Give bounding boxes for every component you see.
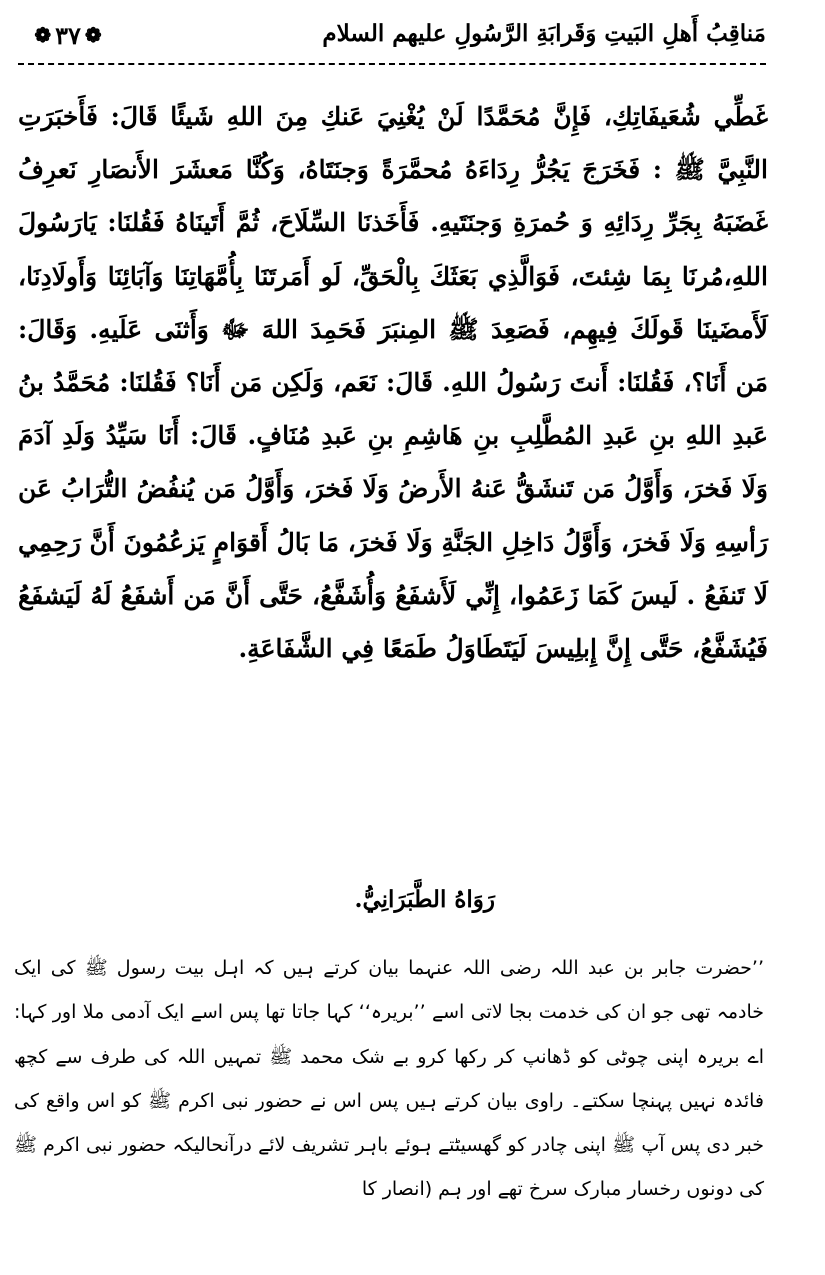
book-title: مَناقِبُ أَهلِ البَيتِ وَقَرابَةِ الرَّسُولِ عليهم السلام [322,20,766,47]
header-divider [18,63,766,65]
arabic-paragraph: غَطِّي شُعَيفَاتِكِ، فَإِنَّ مُحَمَّدًا لَنْ يُغْنِيَ عَنكِ مِنَ اللهِ شَيئًا قَالَ: فَأَخبَرَتِ النَّبِيَّ ﷺ : فَخَرَجَ يَجُرُّ رِدَاءَهُ مُحمَّرَةً وَجنَتَاهُ، وَكُنَّا مَعشَرَ الأَنصَارِ نَعرِفُ غَضَبَهُ بِجَرِّ رِدَائِهِ وَ حُمرَةِ وَجنَتَيهِ. فَأَخَذنَا السِّلَاحَ، ثُمَّ أَتَينَاهُ فَقُلنَا: يَارَسُولَ اللهِ،مُرنَا بِمَا شِئتَ، فَوَالَّذِي بَعَثَكَ بِالْحَقِّ، لَو أَمَرتَنَا بِأُمَّهَاتِنَا وَآبَائِنَا وَأَولَادِنَا، لَأَمضَينَا قَولَكَ فِيهِم، فَصَعِدَ ﷺ المِنبَرَ فَحَمِدَ اللهَ ﷻ وَأَثنَى عَلَيهِ. وَقَالَ: مَن أَنَا؟، فَقُلنَا: أَنتَ رَسُولُ اللهِ. قَالَ: نَعَم، وَلَكِن مَن أَنَا؟ فَقُلنَا: مُحَمَّدُ بنُ عَبدِ اللهِ بنِ عَبدِ المُطَّلِبِ بنِ هَاشِمِ بنِ عَبدِ مُنَافٍ. قَالَ: أَنَا سَيِّدُ وَلَدِ آدَمَ وَلَا فَخرَ، وَأَوَّلُ مَن تَنشَقُّ عَنهُ الأَرضُ وَلَا فَخرَ، وَأَوَّلُ مَن يُنفُضُ التُّرَابُ عَن رَأسِهِ وَلَا فَخرَ، وَأَوَّلُ دَاخِلِ الجَنَّةِ وَلَا فَخرَ، مَا بَالُ أَقوَامٍ يَزعُمُونَ أَنَّ رَحِمِي لَا تَنفَعُ . لَيسَ كَمَا زَعَمُوا، إِنِّي لَأَشفَعُ وَأُشَفَّعُ، حَتَّى أَنَّ مَن أَشفَعُ لَهُ لَيَشفَعُ فَيُشَفَّعُ، حَتَّى إِنَّ إِبلِيسَ لَيَتَطَاوَلُ طَمَعًا فِي الشَّفَاعَةِ. [18,102,768,664]
urdu-paragraph: ’’حضرت جابر بن عبد اللہ رضی اللہ عنہما بیان کرتے ہیں کہ اہل بیت رسول ﷺ کی ایک خادمہ تھی جو ان کی خدمت بجا لاتی اسے ’’بریرہ‘‘ کہا جاتا تھا پس اسے ایک آدمی ملا اور کہا: اے بریرہ اپنی چوٹی کو ڈھانپ کر رکھا کرو بے شک محمد ﷺ تمہیں اللہ کی طرف سے کچھ فائدہ نہیں پہنچا سکتے۔ راوی بیان کرتے ہیں پس اس نے حضور نبی اکرم ﷺ کو اس واقع کی خبر دی پس آپ ﷺ اپنی چادر کو گھسیٹتے ہوئے باہر تشریف لائے درآنحالیکہ حضور نبی اکرم ﷺ کی دونوں رخسار مبارک سرخ تھے اور ہم (انصار کا [14,957,764,1201]
page-number: ٣٧ [55,20,81,50]
page-number-frame [22,16,114,54]
urdu-translation [14,946,764,1212]
page-header [18,14,766,62]
ornament-icon: ❁ [34,23,52,47]
narration-attribution: رَوَاهُ الطَّبَرَانِيُّ. [354,886,495,913]
ornament-icon: ❁ [84,23,102,47]
arabic-hadith-text [18,90,768,675]
